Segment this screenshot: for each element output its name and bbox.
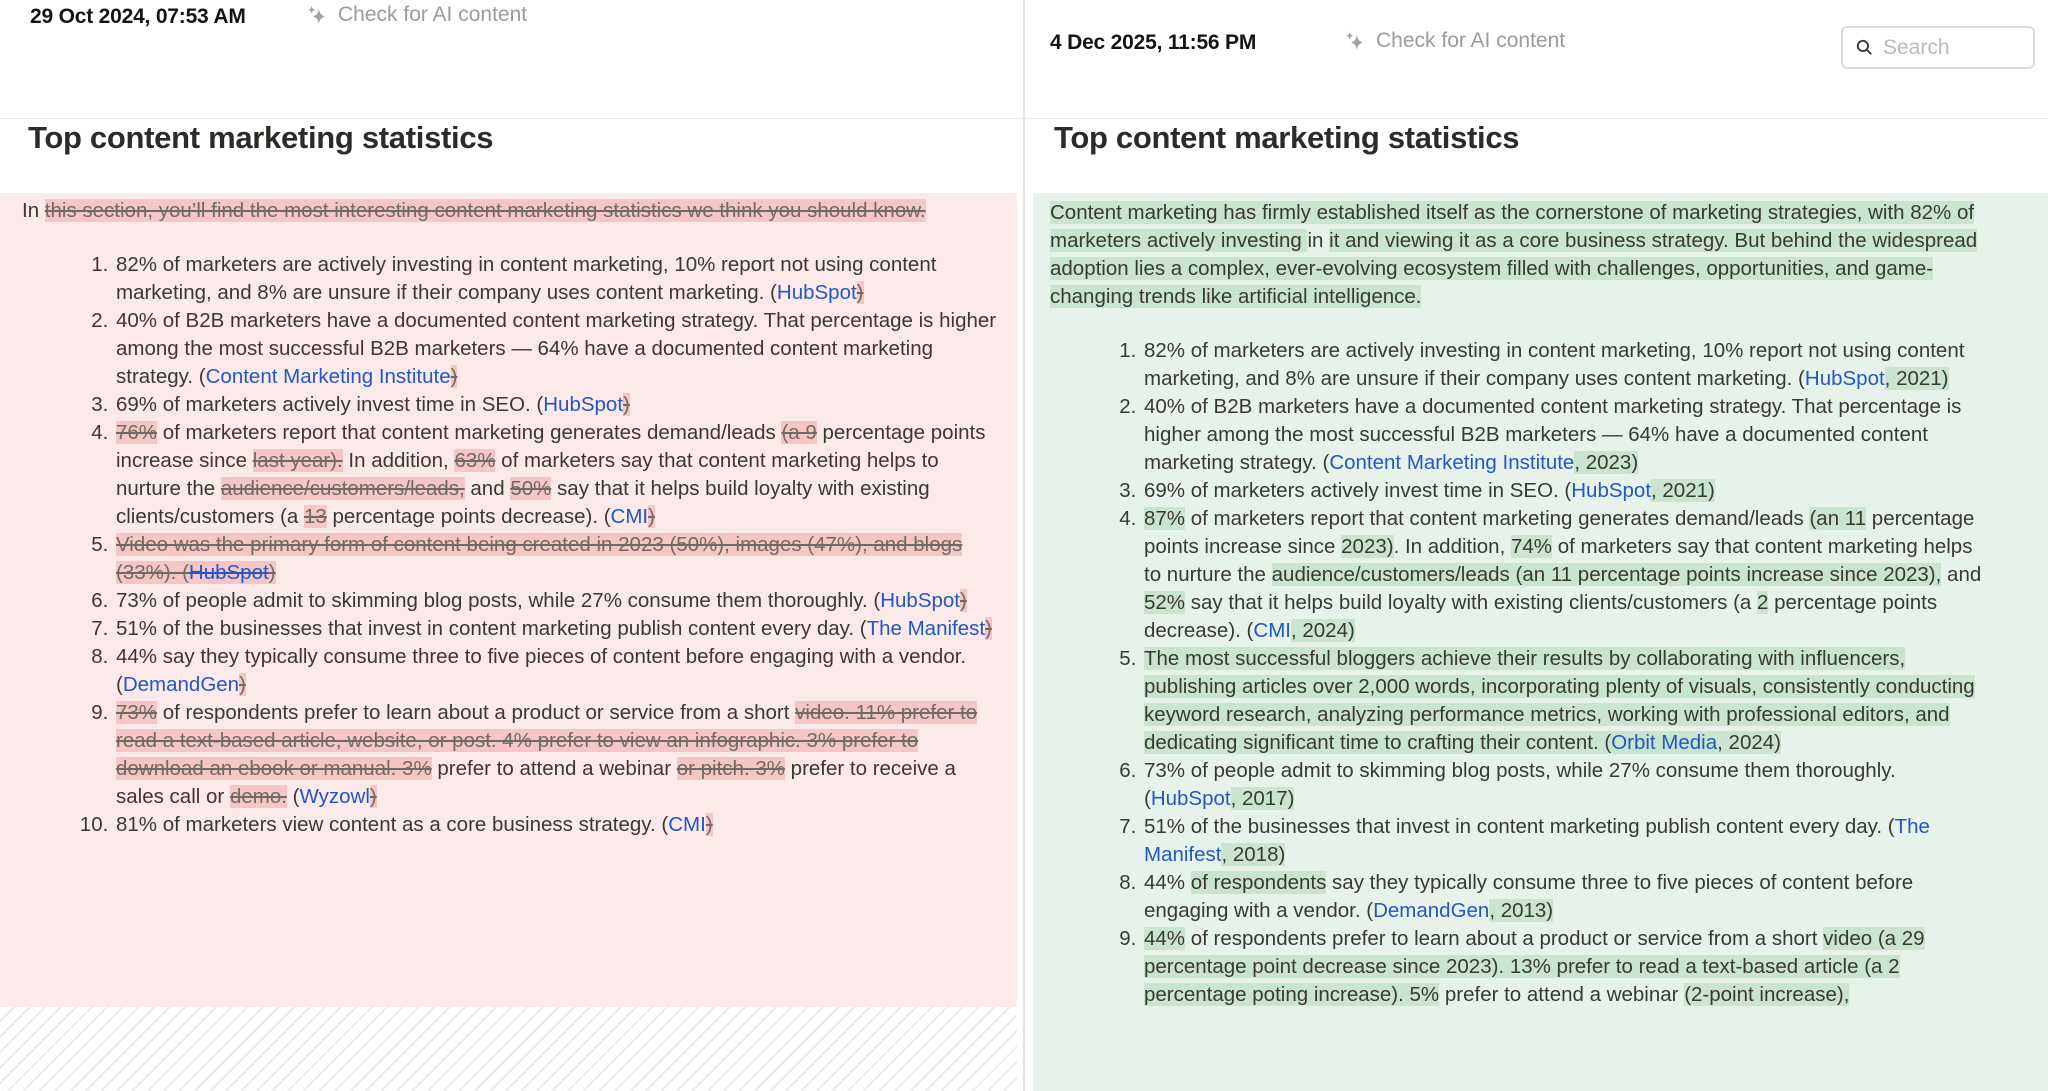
ai-sparkle-icon bbox=[305, 4, 328, 27]
source-link[interactable]: The Manifest bbox=[1144, 815, 1930, 866]
stat-item bbox=[1142, 757, 1992, 813]
new-version-content bbox=[1033, 193, 2048, 1091]
text-segment: 63% bbox=[454, 449, 496, 472]
header-divider bbox=[0, 118, 2048, 119]
search-box bbox=[1841, 26, 2035, 69]
text-segment: , 2021) bbox=[1884, 367, 1949, 390]
stat-item bbox=[114, 587, 1001, 615]
text-segment: video. 11% prefer to read a text-based article, website, or post. 4% prefer to view an infographic. 3% prefer to download an ebook or manual. 3% bbox=[116, 701, 978, 780]
text-segment: 40% of B2B marketers have a documented content marketing strategy. That percentage is higher among the most successful B2B marketers — 64% have a documented content marketing strategy. ( bbox=[1144, 395, 1962, 474]
text-segment: (2-point increase), bbox=[1684, 983, 1850, 1006]
intro-paragraph-new bbox=[1050, 199, 1992, 311]
text-segment: , 2023) bbox=[1574, 451, 1639, 474]
stat-item bbox=[1142, 813, 1992, 869]
text-segment: prefer to attend a webinar bbox=[431, 757, 677, 780]
text-segment: Content marketing has firmly established itself as the cornerstone of marketing strategies, with 82% of marketers actively investing bbox=[1050, 201, 1975, 252]
text-segment: and bbox=[464, 477, 511, 500]
text-segment: ) bbox=[985, 617, 992, 640]
text-segment: percentage points increase since bbox=[116, 421, 986, 472]
text-segment: , 2021) bbox=[1651, 479, 1715, 502]
text-segment: prefer to receive a sales call or bbox=[116, 757, 956, 808]
stats-list-old bbox=[22, 251, 1001, 839]
text-segment: 73% of people admit to skimming blog posts, while 27% consume them thoroughly. ( bbox=[116, 589, 881, 612]
text-segment: say that it helps build loyalty with existing clients/customers (a bbox=[116, 477, 930, 528]
text-segment: ) bbox=[450, 365, 458, 388]
source-link[interactable]: HubSpot bbox=[1804, 367, 1885, 390]
text-segment: 51% of the businesses that invest in content marketing publish content every day. ( bbox=[116, 617, 867, 640]
new-version-pane bbox=[1025, 0, 2048, 1091]
text-segment: percentage points increase since bbox=[1144, 507, 1975, 558]
stat-item bbox=[114, 531, 1001, 587]
source-link[interactable]: CMI bbox=[610, 505, 649, 528]
text-segment: 13 bbox=[303, 505, 327, 528]
text-segment: In bbox=[22, 199, 45, 222]
text-segment: ) bbox=[960, 589, 967, 612]
text-segment: prefer to attend a webinar bbox=[1439, 983, 1685, 1006]
stat-item bbox=[1142, 925, 1992, 1009]
text-segment: of marketers say that content marketing helps to nurture the bbox=[116, 449, 939, 500]
text-segment: say that it helps build loyalty with existing clients/customers (a bbox=[1185, 591, 1757, 614]
text-segment: , 2017) bbox=[1230, 787, 1295, 810]
text-segment: audience/customers/leads, bbox=[220, 477, 465, 500]
text-segment: say they typically consume three to five pieces of content before engaging with a vendor. ( bbox=[1144, 871, 1914, 922]
text-segment: 74% bbox=[1510, 535, 1552, 558]
text-segment: , 2024) bbox=[1290, 619, 1355, 642]
source-link[interactable]: Content Marketing Institute bbox=[205, 365, 451, 388]
stat-item bbox=[114, 307, 1001, 391]
text-segment: 82% of marketers are actively investing in content marketing, 10% report not using content marketing, and 8% are unsure if their company uses content marketing. ( bbox=[1144, 339, 1965, 390]
source-link[interactable]: HubSpot bbox=[1571, 479, 1652, 502]
text-segment: The most successful bloggers achieve their results by collaborating with influencers, publishing articles over 2,000 words, incorporating plenty of visuals, consistently conducting keyword research, analyzing performance metrics, working with professional editors, and dedicating significant time to crafting their content. ( bbox=[1144, 647, 1975, 754]
document-title-old: Top content marketing statistics bbox=[28, 120, 494, 155]
text-segment: ) bbox=[705, 813, 713, 836]
text-segment: ) bbox=[648, 505, 655, 528]
text-segment: (an 11 bbox=[1809, 507, 1867, 530]
text-segment: 51% of the businesses that invest in content marketing publish content every day. ( bbox=[1144, 815, 1895, 838]
text-segment: ) bbox=[856, 281, 864, 304]
text-segment: it and viewing it as a core business strategy. But behind the widespread adoption lies a complex, ever-evolving ecosystem filled with challenges, opportunities, and game-changing trends like artificial intelligence. bbox=[1050, 229, 1978, 308]
stat-item bbox=[1142, 477, 1992, 505]
source-link[interactable]: The Manifest bbox=[866, 617, 986, 640]
text-segment: 81% of marketers view content as a core business strategy. ( bbox=[116, 813, 669, 836]
text-segment: 69% of marketers actively invest time in SEO. ( bbox=[116, 393, 544, 416]
text-segment: of marketers say that content marketing helps to nurture the bbox=[1144, 535, 1973, 586]
ai-sparkle-icon bbox=[1343, 30, 1366, 53]
text-segment: ( bbox=[286, 785, 300, 808]
old-version-content bbox=[0, 193, 1017, 1007]
source-link[interactable]: Orbit Media bbox=[1611, 731, 1718, 754]
check-ai-label: Check for AI content bbox=[1376, 29, 1566, 52]
text-segment: 2 bbox=[1757, 591, 1769, 614]
document-end-hatch bbox=[0, 1007, 1017, 1091]
stat-item bbox=[1142, 645, 1992, 757]
source-link[interactable]: CMI bbox=[668, 813, 706, 836]
text-segment: of marketers report that content marketing generates demand/leads bbox=[157, 421, 782, 444]
text-segment: 50% bbox=[510, 477, 552, 500]
old-version-pane bbox=[0, 0, 1023, 1091]
text-segment: , 2018) bbox=[1221, 843, 1286, 866]
text-segment: ) bbox=[239, 673, 246, 696]
source-link[interactable]: DemandGen bbox=[122, 673, 240, 696]
text-segment: percentage points decrease). ( bbox=[326, 505, 611, 528]
text-segment: 2023) bbox=[1341, 535, 1394, 558]
text-segment: 69% of marketers actively invest time in SEO. ( bbox=[1144, 479, 1572, 502]
text-segment: ) bbox=[268, 561, 276, 584]
document-title-new: Top content marketing statistics bbox=[1054, 120, 1520, 155]
text-segment: 44% bbox=[1144, 927, 1186, 950]
source-link[interactable]: CMI bbox=[1253, 619, 1291, 642]
source-link[interactable]: HubSpot bbox=[1150, 787, 1231, 810]
stats-list-new bbox=[1050, 337, 1992, 1009]
text-segment: , 2024) bbox=[1717, 731, 1781, 754]
text-segment: in bbox=[1307, 229, 1330, 252]
check-ai-button-new[interactable] bbox=[1343, 29, 1565, 53]
text-segment: and bbox=[1941, 563, 1982, 586]
text-segment: of respondents prefer to learn about a product or service from a short bbox=[157, 701, 796, 724]
text-segment: video (a 29 percentage point decrease since 2023). 13% prefer to read a text-based article (a 2 percentage poting increase). 5% bbox=[1144, 927, 1925, 1006]
text-segment: 87% bbox=[1144, 507, 1186, 530]
text-segment: 73% of people admit to skimming blog posts, while 27% consume them thoroughly. ( bbox=[1144, 759, 1896, 810]
text-segment: In addition, bbox=[342, 449, 455, 472]
source-link[interactable]: Content Marketing Institute bbox=[1329, 451, 1575, 474]
stat-item bbox=[1142, 393, 1992, 477]
text-segment: . In addition, bbox=[1393, 535, 1511, 558]
source-link[interactable]: DemandGen bbox=[1373, 899, 1490, 922]
text-segment: of respondents prefer to learn about a product or service from a short bbox=[1185, 927, 1824, 950]
text-segment: percentage points decrease). ( bbox=[1144, 591, 1938, 642]
intro-paragraph-old bbox=[22, 197, 1001, 225]
source-link[interactable]: HubSpot bbox=[188, 561, 269, 584]
search-icon bbox=[1855, 38, 1874, 57]
text-segment: 73% bbox=[116, 701, 158, 724]
source-link[interactable]: HubSpot bbox=[880, 589, 960, 612]
text-segment: 40% of B2B marketers have a documented content marketing strategy. That percentage is higher among the most successful B2B marketers — 64% have a documented content marketing strategy. ( bbox=[116, 309, 997, 388]
stat-item bbox=[1142, 337, 1992, 393]
stat-item bbox=[114, 643, 1001, 699]
stat-item bbox=[114, 811, 1001, 839]
check-ai-label: Check for AI content bbox=[338, 3, 528, 26]
text-segment: last year). bbox=[252, 449, 343, 472]
source-link[interactable]: HubSpot bbox=[543, 393, 624, 416]
old-version-timestamp: 29 Oct 2024, 07:53 AM bbox=[30, 5, 246, 28]
text-segment: (a 9 bbox=[781, 421, 817, 444]
text-segment: of marketers report that content marketing generates demand/leads bbox=[1185, 507, 1810, 530]
text-segment: 52% bbox=[1144, 591, 1186, 614]
stat-item bbox=[114, 391, 1001, 419]
text-segment: ) bbox=[369, 785, 377, 808]
text-segment: , 2013) bbox=[1489, 899, 1554, 922]
text-segment: 82% of marketers are actively investing in content marketing, 10% report not using content marketing, and 8% are unsure if their company uses content marketing. ( bbox=[116, 253, 937, 304]
text-segment: or pitch. 3% bbox=[676, 757, 785, 780]
text-segment: Video was the primary form of content being created in 2023 (50%), images (47%), and blogs (33%). ( bbox=[116, 533, 963, 584]
text-segment: 44% bbox=[1144, 871, 1191, 894]
text-segment: demo. bbox=[229, 785, 287, 808]
check-ai-button-old[interactable] bbox=[305, 3, 527, 27]
stat-item bbox=[114, 419, 1001, 531]
stat-item bbox=[114, 251, 1001, 307]
search-input[interactable] bbox=[1883, 36, 2021, 60]
source-link[interactable]: HubSpot bbox=[776, 281, 857, 304]
source-link[interactable]: Wyzowl bbox=[299, 785, 370, 808]
stat-item bbox=[114, 699, 1001, 811]
text-segment: audience/customers/leads (an 11 percentage points increase since 2023), bbox=[1271, 563, 1942, 586]
stat-item bbox=[1142, 869, 1992, 925]
text-segment: of respondents bbox=[1190, 871, 1327, 894]
text-segment: 76% bbox=[116, 421, 158, 444]
stat-item bbox=[114, 615, 1001, 643]
text-segment: this section, you’ll find the most interesting content marketing statistics we think you should know. bbox=[44, 199, 926, 222]
text-segment: 44% say they typically consume three to five pieces of content before engaging with a vendor. ( bbox=[116, 645, 967, 696]
pane-divider bbox=[1023, 0, 1025, 1091]
stat-item bbox=[1142, 505, 1992, 645]
text-segment: ) bbox=[623, 393, 630, 416]
new-version-timestamp: 4 Dec 2025, 11:56 PM bbox=[1050, 31, 1257, 54]
